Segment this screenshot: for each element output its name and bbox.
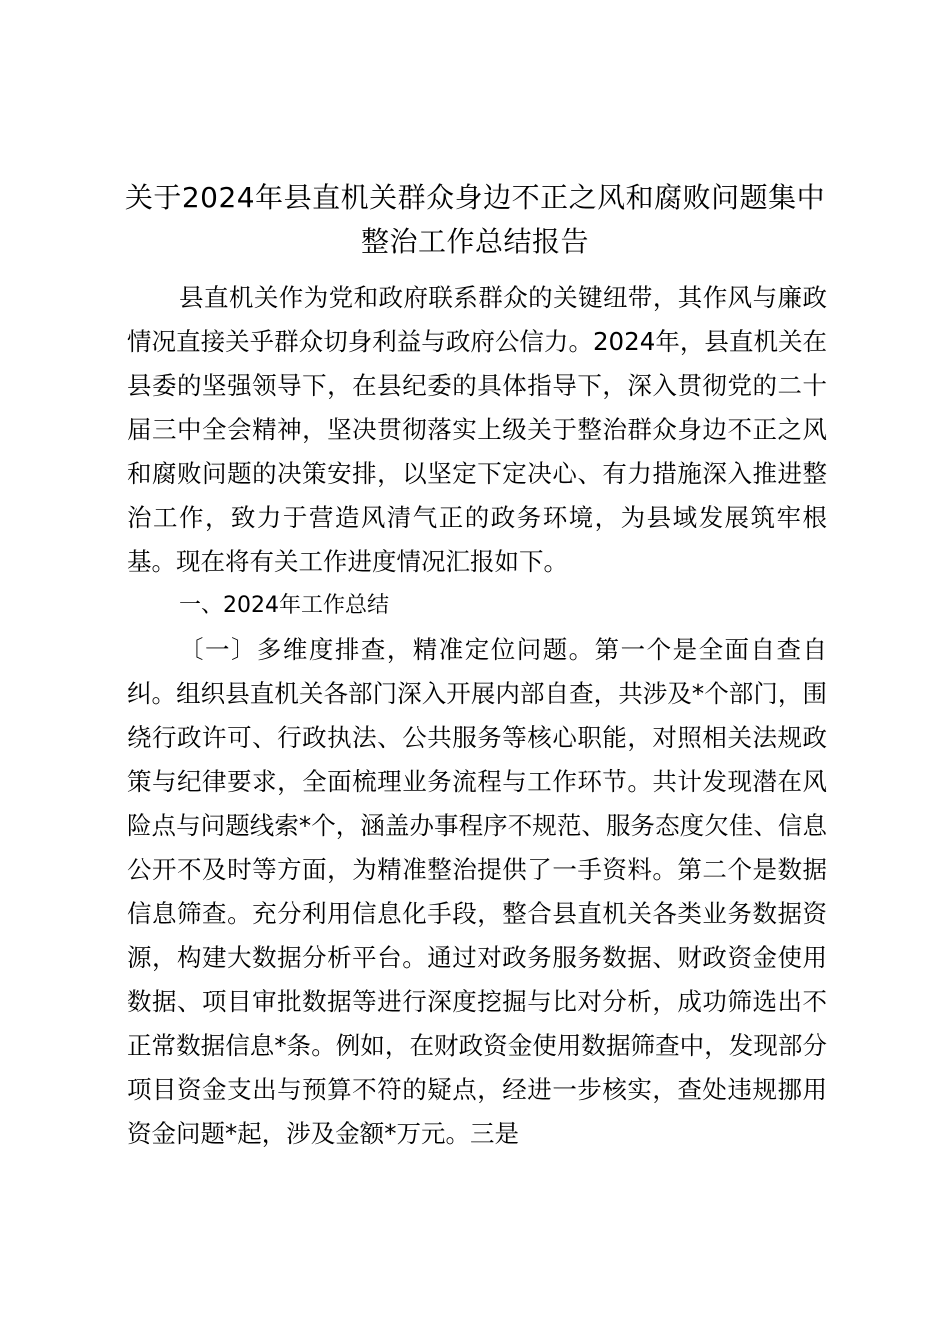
document-body (127, 276, 827, 1156)
section-paragraph: 〔一〕多维度排查，精准定位问题。第一个是全面自查自纠。组织县直机关各部门深入开展内部自查，共涉及*个部门，围绕行政许可、行政执法、公共服务等核心职能，对照相关法规政策与纪律要求，全面梳理业务流程与工作环节。共计发现潜在风险点与问题线索*个，涵盖办事程序不规范、服务态度欠佳、信息公开不及时等方面，为精准整治提供了一手资料。第二个是数据信息筛查。充分利用信息化手段，整合县直机关各类业务数据资源，构建大数据分析平台。通过对政务服务数据、财政资金使用数据、项目审批数据等进行深度挖掘与比对分析，成功筛选出不正常数据信息*条。例如，在财政资金使用数据筛查中，发现部分项目资金支出与预算不符的疑点，经进一步核实，查处违规挪用资金问题*起，涉及金额*万元。三是 (127, 635, 827, 1148)
section-heading: 一、2024年工作总结 (179, 593, 389, 618)
intro-paragraph: 县直机关作为党和政府联系群众的关键纽带，其作风与廉政情况直接关乎群众切身利益与政府公信力。2024年，县直机关在县委的坚强领导下，在县纪委的具体指导下，深入贯彻党的二十届三中全会精神，坚决贯彻落实上级关于整治群众身边不正之风和腐败问题的决策安排，以坚定下定决心、有力措施深入推进整治工作，致力于营造风清气正的政务环境，为县域发展筑牢根基。现在将有关工作进度情况汇报如下。 (127, 283, 827, 576)
document-title: 关于2024年县直机关群众身边不正之风和腐败问题集中整治工作总结报告 (124, 181, 826, 258)
